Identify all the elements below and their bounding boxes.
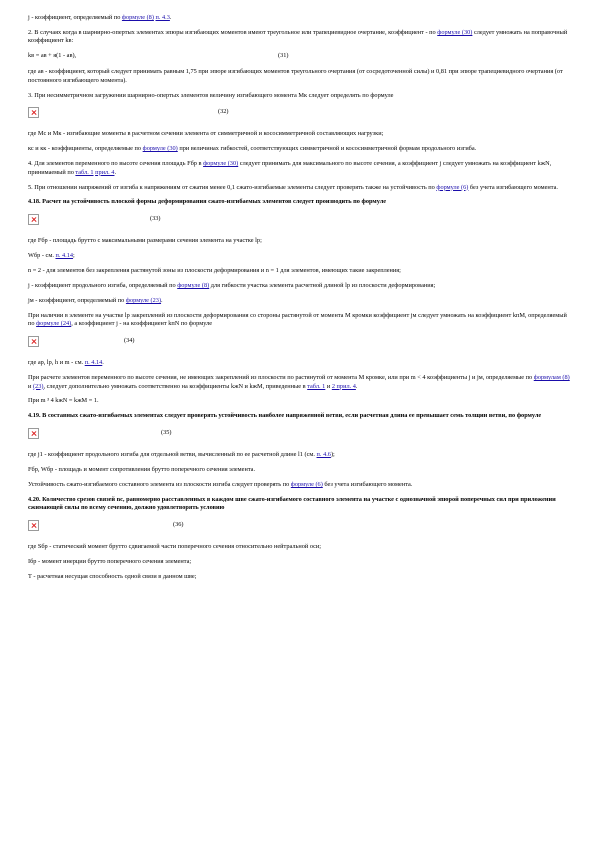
para-l16: При расчете элементов переменного по высоте сечения, не имеющих закреплений из плоскости по растянутой от момента М кромке, или при m < 4 коэффициенты j и jм, определяемые по формулам (8) и (23), следует дополнительно умножать соответственно на коэффициенты kжN и kжМ, приведенные в табл. 1 и 2 прил. 4.: [28, 374, 570, 390]
para-l17: При m ³ 4 kжN = kжМ = 1.: [28, 397, 99, 405]
document-body: [28, 14, 573, 588]
broken-image-icon: [28, 428, 39, 439]
para-l13: jм - коэффициент, определяемый по формуле (23).: [28, 297, 163, 304]
para-l11: n = 2 - для элементов без закрепления растянутой зоны из плоскости деформирования и n = 1 для элементов, имеющих такие закрепления;: [28, 267, 401, 275]
link-table-1[interactable]: табл. 1: [75, 168, 94, 176]
para-l7: 4. Для элементов переменного по высоте сечения площадь Fбр в формуле (30) следует принимать для максимального по высоте сечения, а коэффициент j следует умножать на коэффициент kжN, принимаемый по табл. 1 прил. 4.: [28, 160, 552, 176]
equation-text: kв = ав + я(1 - ав),: [28, 52, 77, 60]
para-l3: где ав - коэффициент, который следует принимать равным 1,75 при эпюре изгибающих моментов треугольного очертания (от сосредоточенной силы) и 0,81 при эпюре трапециевидного очертания (от постоянного изгибающего момента).: [28, 68, 563, 84]
para-l4: 3. При несимметричном загружении шарнирно-опертых элементов величину изгибающего момента Мк следует определять по формуле: [28, 91, 394, 99]
para-l12: j - коэффициент продольного изгиба, определяемый по формуле (8) для гибкости участка элемента расчетной длиной lр из плоскости деформирования;: [28, 282, 436, 290]
link-formula-23[interactable]: формуле (23): [125, 297, 162, 304]
para-l14: При наличии в элементе на участке lр закреплений из плоскости деформирования со стороны растянутой от момента М кромки коэффициент jм следует умножать на коэффициент kпМ, определяемый по формуле (24), а коэффициент j - на коэффициент kпN по формуле: [28, 311, 567, 328]
para-l1: j - коэффициент, определяемый по формуле (8) п. 4.3.: [28, 14, 172, 21]
formula-35: [28, 427, 573, 445]
formula-34: [28, 335, 573, 353]
link-formulas-8[interactable]: формулам (8): [533, 374, 570, 382]
link-table-1[interactable]: табл. 1: [307, 382, 326, 390]
para-l20: Устойчивость сжато-изгибаемого составного элемента из плоскости изгиба следует проверять по формуле (6) без учета изгибающего момента.: [28, 481, 413, 489]
broken-image-icon: [28, 520, 39, 531]
para-l9: где Fбр - площадь брутто с максимальными размерами сечения элемента на участке lр;: [28, 237, 262, 245]
link-p-4-14[interactable]: п. 4.14: [55, 252, 74, 260]
formula-number: (35): [161, 429, 172, 437]
para-l10: Wбр - см. п. 4.14;: [28, 252, 75, 260]
broken-image-icon: [28, 107, 39, 118]
para-l15: где ap, lр, h и m - см. п. 4.14.: [28, 359, 104, 367]
link-formula-8[interactable]: формуле (8): [121, 14, 154, 21]
link-appendix-4-table-2[interactable]: 2 прил. 4: [331, 382, 356, 390]
para-l23: Т - расчетная несущая способность одной связи в данном шве;: [28, 573, 197, 581]
formula-number: (36): [173, 521, 184, 529]
link-p-4-6[interactable]: п. 4.6: [316, 451, 331, 459]
link-formula-30[interactable]: формуле (30): [203, 160, 239, 168]
link-p-4-14[interactable]: п. 4.14: [84, 359, 103, 367]
para-l19: Fбр, Wбр - площадь и момент сопротивления брутто поперечного сечения элемента.: [28, 466, 256, 474]
link-formula-30[interactable]: формуле (30): [437, 28, 473, 36]
link-formula-24[interactable]: формуле (24): [36, 320, 72, 328]
formula-32: [28, 106, 573, 124]
link-formula-30[interactable]: формуле (30): [142, 145, 178, 153]
equation-31: [28, 52, 573, 62]
section-heading-4-19: 4.19. В составных сжато-изгибаемых элементах следует проверять устойчивость наиболее напряженной ветви, если расчетная длина ее превышает семь толщин ветви, по формуле: [28, 412, 542, 420]
para-l5: где Мс и Мк - изгибающие моменты в расчетном сечении элемента от симметричной и кососимметричной составляющих нагрузки;: [28, 130, 384, 138]
para-l21: где Sбр - статический момент брутто сдвигаемой части поперечного сечения относительно нейтральной оси;: [28, 543, 322, 551]
formula-number: (32): [218, 108, 229, 116]
formula-number: (33): [150, 215, 161, 223]
link-p-4-3[interactable]: п. 4.3: [155, 14, 170, 21]
broken-image-icon: [28, 336, 39, 347]
formula-number: (31): [278, 52, 289, 60]
section-heading-4-18: 4.18. Расчет на устойчивость плоской формы деформирования сжато-изгибаемых элементов следует производить по формуле: [28, 198, 387, 206]
link-formula-6[interactable]: формуле (6): [290, 481, 323, 489]
link-formula-8[interactable]: формуле (8): [177, 282, 210, 290]
section-heading-4-20: 4.20. Количество срезов связей nс, равномерно расставленных в каждом шве сжато-изгибаемого составного элемента на участке с однозначной эпюрой поперечных сил при приложении сжимающей силы по всему сечению, должно удовлетворять условию: [28, 495, 556, 512]
para-l22: Iбр - момент инерции брутто поперечного сечения элемента;: [28, 558, 192, 566]
para-l18: где j1 - коэффициент продольного изгиба для отдельной ветви, вычисленный по ее расчетной длине l1 (см. п. 4.6);: [28, 451, 335, 459]
formula-36: [28, 519, 573, 537]
formula-33: [28, 213, 573, 231]
para-l6: кс и кк - коэффициенты, определяемые по формуле (30) при величинах гибкостей, соответствующих симметричной и кососимметричной формам продольного изгиба.: [28, 145, 477, 153]
link-appendix-4[interactable]: прил. 4: [95, 168, 115, 176]
para-l2: 2. В случаях когда в шарнирно-опертых элементах эпюры изгибающих моментов имеют треугольное или трапециевидное очертание, коэффициент - по формуле (30) следует умножать на поправочный коэффициент kв:: [28, 28, 568, 45]
broken-image-icon: [28, 214, 39, 225]
formula-number: (34): [124, 337, 135, 345]
link-formula-23[interactable]: (23): [32, 382, 44, 390]
link-formula-6[interactable]: формуле (6): [436, 183, 469, 191]
para-l8: 5. При отношении напряжений от изгиба к напряжениям от сжатия менее 0,1 сжато-изгибаемые элементы следует проверять также на устойчивость по формуле (6) без учета изгибающего момента.: [28, 183, 558, 191]
